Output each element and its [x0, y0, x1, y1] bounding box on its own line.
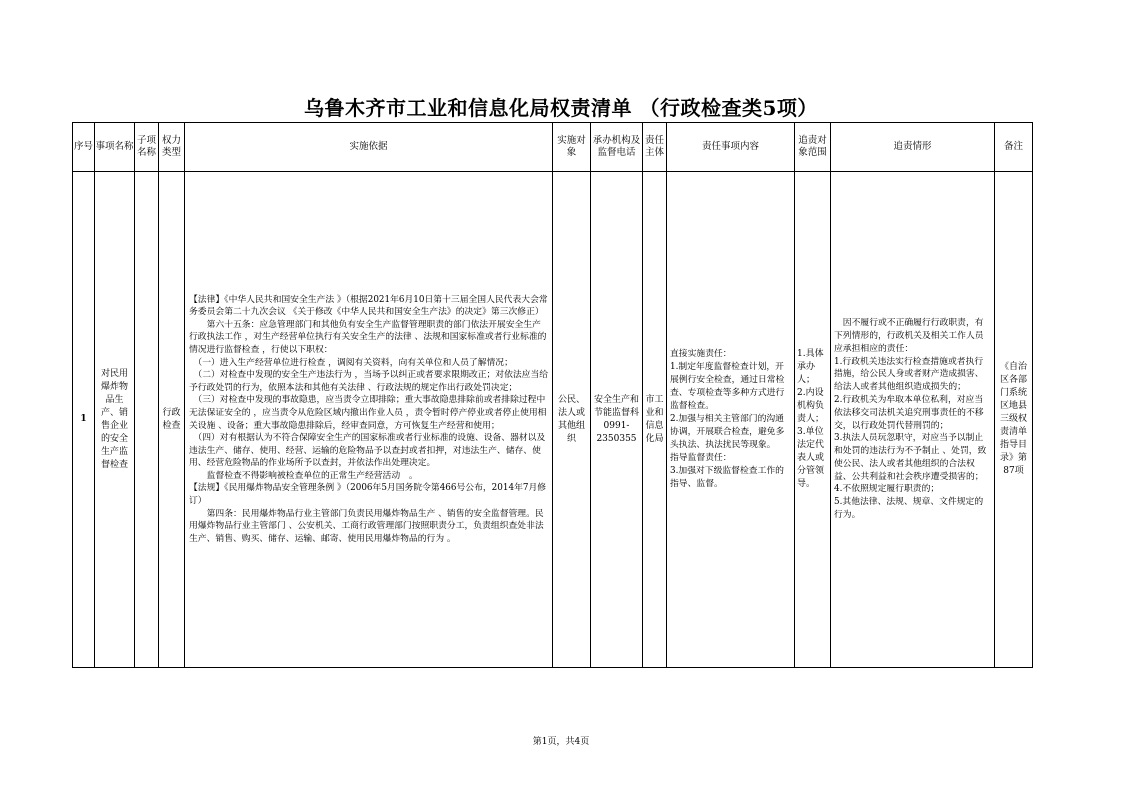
agency-phone: 0991-2350355	[596, 420, 637, 444]
situation-line: 因不履行或不正确履行行政职责，有下列情形的，行政机关及相关工作人员应承担相应的责任：	[834, 318, 984, 354]
situation-line: 2.行政机关为牟取本单位私利，对应当依法移交司法机关追究刑事责任的不移交，以行政处罚代替刑罚的；	[834, 394, 984, 431]
basis-line: （二）对检查中发现的安全生产违法行为 ，当场予以纠正或者要求限期改正；对依法应当给予行政处罚的行为，依照本法和其他有关法律 、行政法规的规定作出行政处罚决定；	[189, 370, 549, 393]
table-header-row	[73, 123, 1033, 172]
header-situation: 追责情形	[831, 123, 995, 172]
duty-line: 2.加强与相关主管部门的沟通协调，开展联合检查，避免多头执法、执法扰民等现象。	[670, 414, 785, 450]
cell-target: 公民、法人或其他组织	[553, 172, 591, 668]
table-row	[73, 172, 1033, 668]
cell-subject: 市工业和信息化局	[643, 172, 667, 668]
agency-name: 安全生产和节能监督科	[594, 394, 640, 418]
situation-line: 3.执法人员玩忽职守，对应当予以制止和处罚的违法行为不予制止 、处罚，致使公民、法人或者其他组织的合法权益、公共利益和社会秩序遭受损害的；	[834, 433, 987, 482]
situation-line: 1.行政机关违法实行检查措施或者执行措施，给公民人身或者财产造成损害、给法人或者其他组织造成损失的；	[834, 356, 984, 393]
scope-line: 2.内设机构负责人；	[797, 388, 825, 424]
header-remark: 备注	[995, 123, 1033, 172]
cell-seq: 1	[73, 172, 95, 668]
basis-line: 【法律】《中华人民共和国安全生产法 》（根据2021年6月10日第十三届全国人民代表大会常务委员会第二十九次会议 《关于修改《中华人民共和国安全生产法》的决定》第三次修正）	[189, 294, 548, 318]
header-sub-item: 子项名称	[135, 123, 159, 172]
cell-power-type: 行政检查	[159, 172, 185, 668]
cell-agency	[591, 172, 643, 668]
power-list-table	[72, 122, 1033, 668]
header-basis: 实施依据	[185, 123, 553, 172]
page-title: 乌鲁木齐市工业和信息化局权责清单 （行政检查类5项）	[304, 96, 818, 120]
duty-line: 3.加强对下级监督检查工作的指导、监督。	[670, 466, 784, 489]
header-duty: 责任事项内容	[667, 123, 795, 172]
cell-remark: 《自治区各部门系统区地县三级权责清单指导目录》第87项	[995, 172, 1033, 668]
cell-sub-item	[135, 172, 159, 668]
header-seq: 序号	[73, 123, 95, 172]
header-subject: 责任主体	[643, 123, 667, 172]
cell-duty	[667, 172, 795, 668]
cell-scope	[795, 172, 831, 668]
header-agency: 承办机构及监督电话	[591, 123, 643, 172]
header-scope: 追责对象范围	[795, 123, 831, 172]
basis-line: 监督检查不得影响被检查单位的正常生产经营活动 。	[189, 470, 418, 481]
header-target: 实施对象	[553, 123, 591, 172]
header-item-name: 事项名称	[95, 123, 135, 172]
duty-line: 直接实施责任：	[670, 349, 732, 359]
cell-situation	[831, 172, 995, 668]
basis-line: （三）对检查中发现的事故隐患，应当责令立即排除；重大事故隐患排除前或者排除过程中无法保证安全的 ，应当责令从危险区域内撤出作业人员 ，责令暂时停产停业或者停止使用相关设施 、设备；重大事故隐患排除后，经审查同意，方可恢复生产经营和使用；	[189, 395, 547, 431]
situation-line: 5.其他法律、法规、规章、文件规定的行为。	[834, 497, 984, 521]
duty-line: 指导监督责任：	[670, 453, 732, 463]
header-power-type: 权力类型	[159, 123, 185, 172]
basis-line: 【法规】《民用爆炸物品安全管理条例 》（2006年5月国务院令第466号公布，2014年7月修订）	[189, 483, 547, 507]
cell-basis	[185, 172, 553, 668]
duty-line: 1.制定年度监督检查计划，开展例行安全检查，通过日常检查、专项检查等多种方式进行监督检查。	[670, 362, 785, 411]
scope-line: 3.单位法定代表人或分管领导。	[797, 427, 825, 489]
cell-item-name: 对民用爆炸物品生产、销售企业的安全生产监督检查	[95, 172, 135, 668]
page-footer: 第1页，共4页	[532, 737, 590, 747]
situation-line: 4.不依照规定履行职责的；	[834, 484, 940, 495]
basis-line: （四）对有根据认为不符合保障安全生产的国家标准或者行业标准的设施、设备、器材以及违法生产、储存、使用、经营、运输的危险物品予以查封或者扣押，对违法生产、储存、使用、经营危险物品的作业场所予以查封，并依法作出处理决定。	[189, 433, 546, 469]
scope-line: 1.具体承办人；	[797, 349, 824, 385]
basis-line: （一）进入生产经营单位进行检查 ，调阅有关资料，向有关单位和人员了解情况；	[189, 357, 513, 368]
basis-line: 第六十五条：应急管理部门和其他负有安全生产监督管理职责的部门依法开展安全生产行政执法工作 ，对生产经营单位执行有关安全生产的法律 、法规和国家标准或者行业标准的情况进行监督检查 ，行使以下职权：	[189, 319, 547, 355]
basis-line: 第四条：民用爆炸物品行业主管部门负责民用爆炸物品生产 、销售的安全监督管理。民用爆炸物品行业主管部门 、公安机关、工商行政管理部门按照职责分工，负责组织查处非法生产、销售、购买、储存、运输、邮寄、使用民用爆炸物品的行为 。	[189, 508, 544, 544]
